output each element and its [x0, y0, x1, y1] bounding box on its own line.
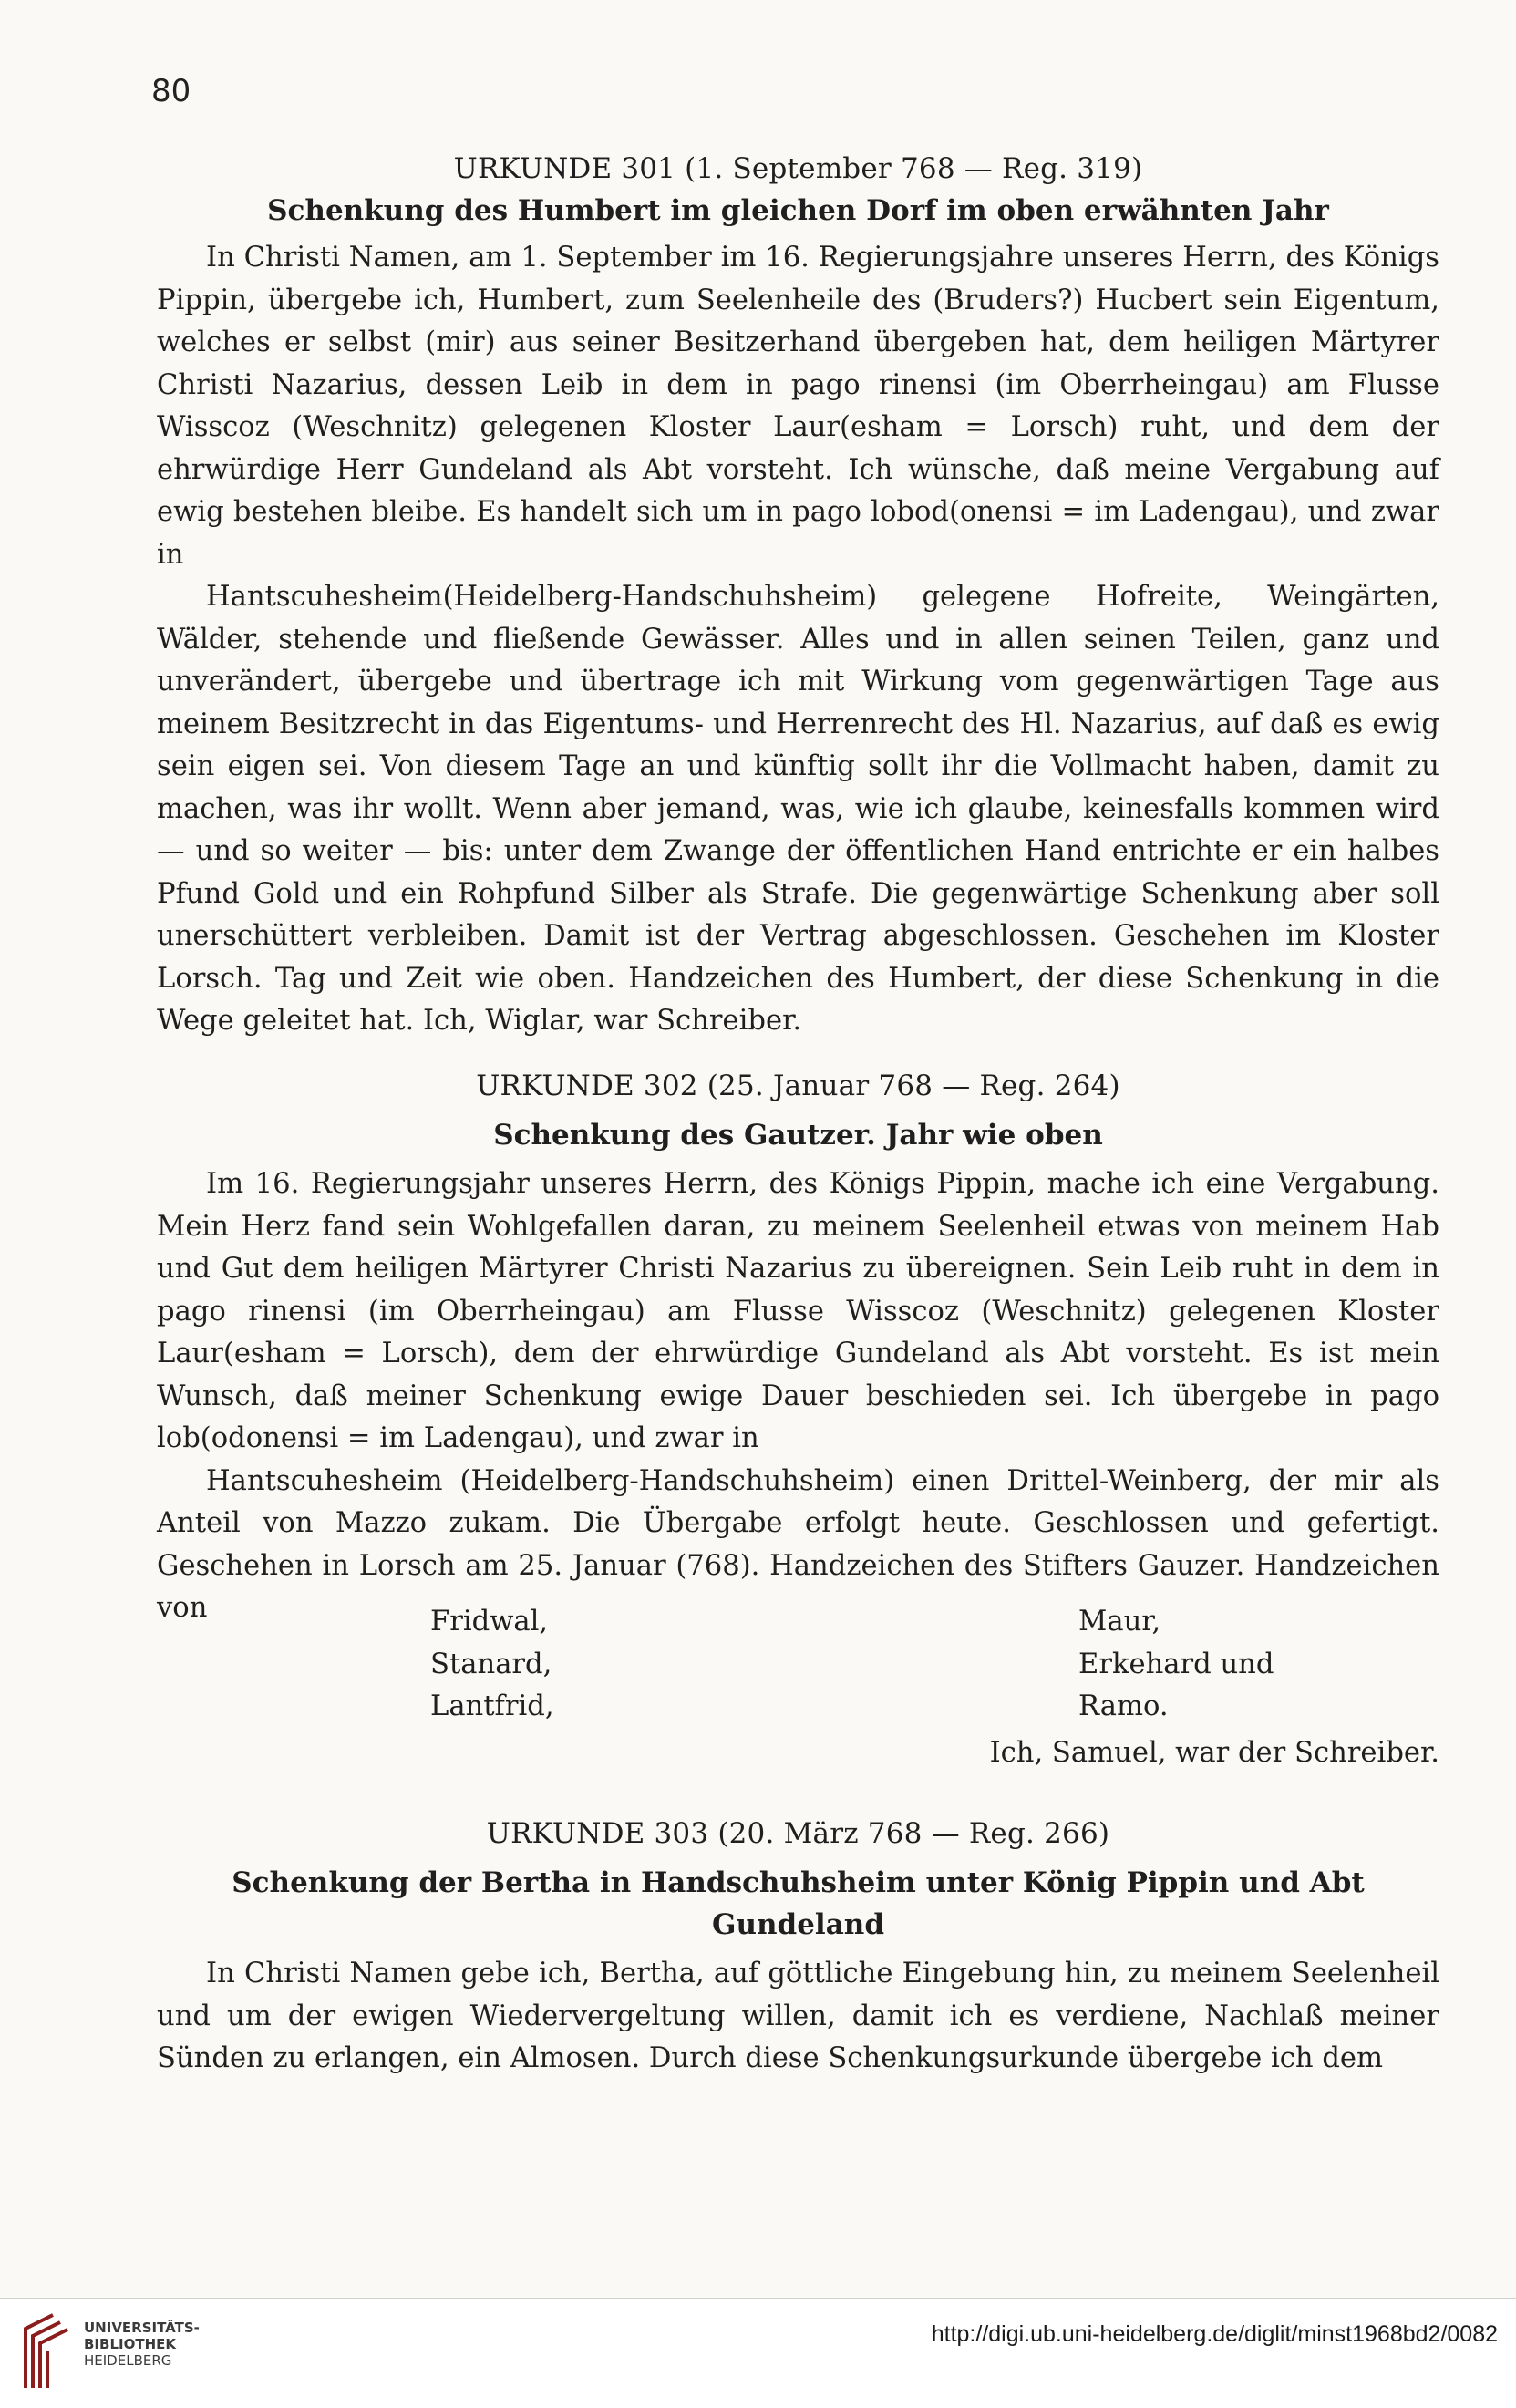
witness-name: Fridwal,	[430, 1606, 549, 1638]
page-number: 80	[151, 73, 191, 109]
witness-name: Maur,	[1078, 1606, 1161, 1638]
witness-name: Erkehard und	[1078, 1648, 1274, 1680]
library-logo-text	[84, 2320, 200, 2369]
witness-list-right	[1078, 1601, 1274, 1729]
witness-name: Ramo.	[1078, 1690, 1169, 1722]
footer-bar	[0, 2298, 1516, 2408]
document-303	[157, 1813, 1439, 2081]
document-303-paragraph-1: In Christi Namen gebe ich, Bertha, auf göttliche Eingebung hin, zu meinem Seelenheil und um der ewigen Wiedervergeltung willen, damit ich es verdiene, Nachlaß meiner Sünden zu erlangen, ein Almosen. Durch diese Schenkungsurkunde übergebe ich dem	[157, 1958, 1439, 2074]
logo-line: HEIDELBERG	[84, 2352, 172, 2369]
document-303-title: Schenkung der Bertha in Handschuhsheim unter König Pippin und Abt Gundeland	[232, 1866, 1365, 1941]
library-logo-icon	[16, 2310, 71, 2392]
document-301-paragraph-1: In Christi Namen, am 1. September im 16. Regierungsjahre unseres Herrn, des Königs Pippin, übergebe ich, Humbert, zum Seelenheile des (Bruders?) Hucbert sein Eigentum, welches er selbst (mir) aus seiner Besitzerhand übergeben hat, dem heiligen Märtyrer Christi Nazarius, dessen Leib in dem in pago rinensi (im Oberrheingau) am Flusse Wisscoz (Weschnitz) gelegenen Kloster Laur(esham = Lorsch) ruht, und dem der ehrwürdige Herr Gundeland als Abt vorsteht. Ich wünsche, daß meine Vergabung auf ewig bestehen bleibe. Es handelt sich um in pago lobod(onensi = im Ladengau), und zwar in	[157, 242, 1439, 571]
document-302-title: Schenkung des Gautzer. Jahr wie oben	[493, 1119, 1103, 1152]
scribe-line: Ich, Samuel, war der Schreiber.	[989, 1737, 1439, 1769]
source-url-link[interactable]: http://digi.ub.uni-heidelberg.de/diglit/minst1968bd2/0082	[931, 2321, 1498, 2347]
document-301-paragraph-2: Hantscuhesheim(Heidelberg-Handschuhsheim) gelegene Hofreite, Weingärten, Wälder, stehende und fließende Gewässer. Alles und in allen seinen Teilen, ganz und unverändert, übergebe und übertrage ich mit Wirkung vom gegenwärtigen Tage aus meinem Besitzrecht in das Eigentums- und Herrenrecht des Hl. Nazarius, auf daß es ewig sein eigen sei. Von diesem Tage an und künftig sollt ihr die Vollmacht haben, damit zu machen, was ihr wollt. Wenn aber jemand, was, wie ich glaube, keinesfalls kommen wird — und so weiter — bis: unter dem Zwange der öffentlichen Hand entrichte er ein halbes Pfund Gold und ein Rohpfund Silber als Strafe. Die gegenwärtige Schenkung aber soll unerschüttert verbleiben. Damit ist der Vertrag abgeschlossen. Geschehen im Kloster Lorsch. Tag und Zeit wie oben. Handzeichen des Humbert, der diese Schenkung in die Wege geleitet hat. Ich, Wiglar, war Schreiber.	[157, 581, 1439, 1037]
witness-name: Stanard,	[430, 1648, 552, 1680]
document-302	[157, 1065, 1439, 1630]
document-302-paragraph-2: Hantscuhesheim (Heidelberg-Handschuhsheim) einen Drittel-Weinberg, der mir als Anteil von Mazzo zukam. Die Übergabe erfolgt heute. Geschlossen und gefertigt. Geschehen in Lorsch am 25. Januar (768). Handzeichen des Stifters Gauzer. Handzeichen von	[157, 1464, 1439, 1624]
document-303-heading: URKUNDE 303 (20. März 768 — Reg. 266)	[486, 1817, 1110, 1850]
document-301	[157, 148, 1439, 1043]
document-302-heading: URKUNDE 302 (25. Januar 768 — Reg. 264)	[476, 1070, 1120, 1102]
document-301-title: Schenkung des Humbert im gleichen Dorf im oben erwähnten Jahr	[267, 194, 1329, 227]
witness-name: Lantfrid,	[430, 1690, 554, 1722]
witness-list-left	[430, 1601, 554, 1729]
logo-line: BIBLIOTHEK	[84, 2336, 176, 2352]
logo-line: UNIVERSITÄTS-	[84, 2320, 200, 2336]
document-301-heading: URKUNDE 301 (1. September 768 — Reg. 319)	[453, 152, 1143, 185]
document-302-paragraph-1: Im 16. Regierungsjahr unseres Herrn, des Königs Pippin, mache ich eine Vergabung. Mein Herz fand sein Wohlgefallen daran, zu meinem Seelenheil etwas von meinem Hab und Gut dem heiligen Märtyrer Christi Nazarius zu übereignen. Sein Leib ruht in dem in pago rinensi (im Oberrheingau) am Flusse Wisscoz (Weschnitz) gelegenen Kloster Laur(esham = Lorsch), dem der ehrwürdige Gundeland als Abt vorsteht. Es ist mein Wunsch, daß meiner Schenkung ewige Dauer beschieden sei. Ich übergebe in pago lob(odonensi = im Ladengau), und zwar in	[157, 1168, 1439, 1454]
